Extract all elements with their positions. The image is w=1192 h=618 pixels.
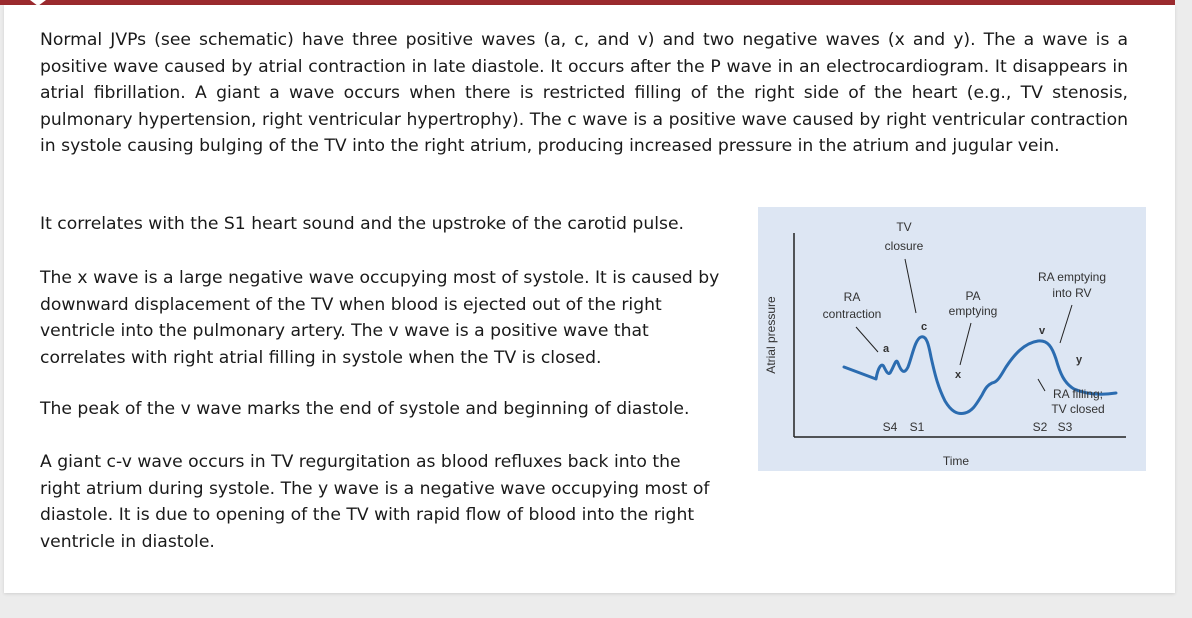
s1-label: S1 [909, 420, 925, 434]
tv-closure-label-line1: TV [896, 220, 912, 234]
ra-contraction-label-line1: RA [843, 290, 861, 304]
ra-contraction-label-line2: contraction [822, 307, 882, 321]
tv-closure-pointer [905, 259, 916, 313]
wave-v-label: v [1038, 325, 1046, 337]
pa-emptying-pointer [960, 323, 971, 365]
intro-paragraph: Normal JVPs (see schematic) have three positive waves (a, c, and v) and two negative waves (x and y). The a wave is a positive wave caused by atrial contraction in late diastole. It occurs after the P wave in an electrocardiogram. It disappears in atrial fibrillation. A giant a wave occurs when there is restricted filling of the right side of the heart (e.g., TV stenosis, pulmonary hypertension, right ventricular hypertrophy). The c wave is a positive wave caused by right ventricular contraction in systole causing bulging of the TV into the right atrium, producing increased pressure in the atrium and jugular vein. [40, 30, 1128, 156]
s1-correlation-paragraph: It correlates with the S1 heart sound and the upstroke of the carotid pulse. [40, 214, 685, 234]
x-wave-paragraph: The x wave is a large negative wave occupying most of systole. It is caused by downward displacement of the TV when blood is ejected out of the right ventricle into the pulmonary artery. The v wave is a positive wave that correlates with right atrial filling in systole when the TV is closed. [40, 268, 720, 368]
giant-cv-paragraph: A giant c-v wave occurs in TV regurgitation as blood refluxes back into the right atrium during systole. The y wave is a negative wave occupying most of diastole. It is due to opening of the TV with rapid flow of blood into the right ventricle in diastole. [40, 452, 710, 552]
y-axis-label: Atrial pressure [764, 296, 778, 374]
ra-emptying-pointer [1060, 305, 1072, 343]
jvp-schematic [758, 207, 1146, 471]
jvp-schematic-svg [758, 207, 1146, 471]
wave-y-label: y [1075, 354, 1083, 366]
ra-contraction-pointer [856, 327, 878, 352]
x-axis-label: Time [942, 454, 970, 468]
s3-label: S3 [1057, 420, 1073, 434]
pa-emptying-label-line1: PA [965, 289, 981, 303]
wave-x-label: x [954, 369, 962, 381]
wave-a-label: a [882, 343, 890, 355]
s4-label: S4 [882, 420, 898, 434]
tv-closure-label-line2: closure [884, 239, 924, 253]
wave-c-label: c [920, 321, 928, 333]
ra-filling-label-line2: TV closed [1051, 402, 1105, 416]
pa-emptying-label-line2: emptying [948, 304, 998, 318]
v-peak-paragraph: The peak of the v wave marks the end of systole and beginning of diastole. [40, 399, 690, 419]
ra-emptying-label-line1: RA emptying [1037, 270, 1107, 284]
s2-label: S2 [1032, 420, 1048, 434]
ra-filling-pointer [1038, 379, 1045, 391]
ra-emptying-label-line2: into RV [1052, 286, 1092, 300]
ra-filling-label-line1: RA filling; [1052, 387, 1104, 401]
